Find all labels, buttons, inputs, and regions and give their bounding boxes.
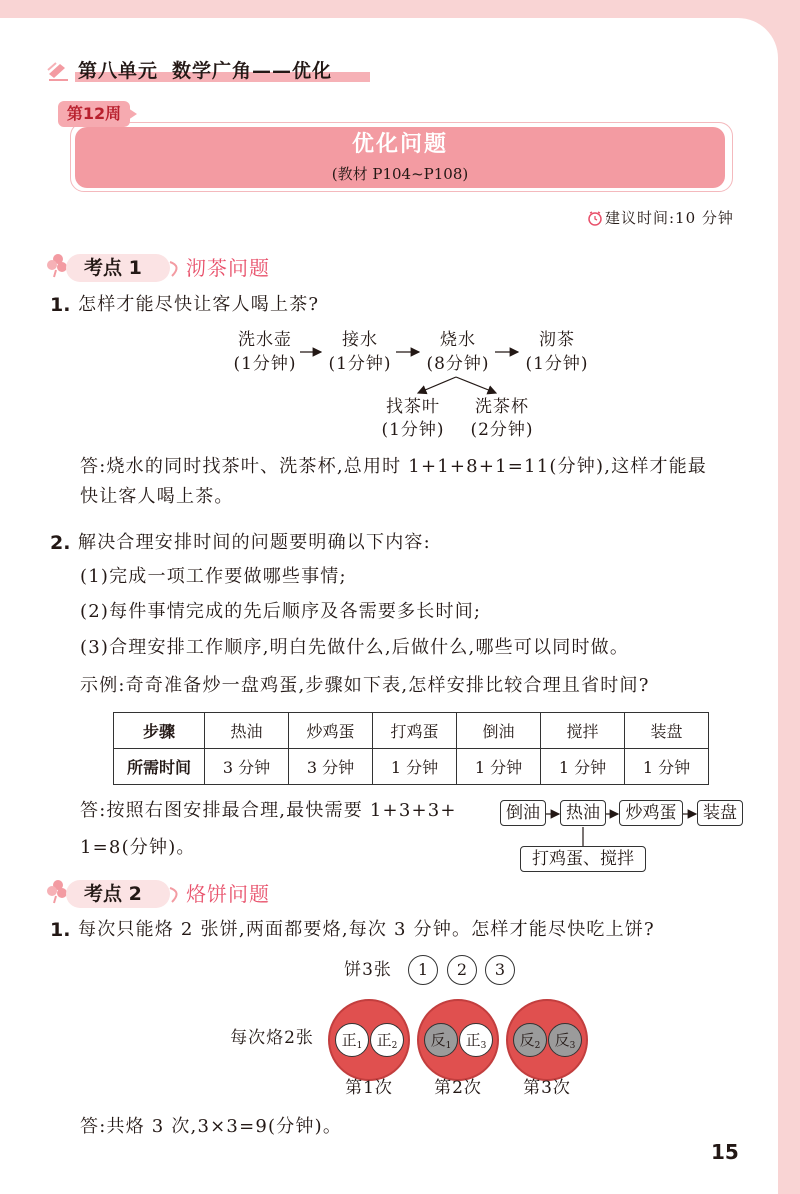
round-label: 第3次 (523, 1078, 571, 1098)
question-2-number: 2. (50, 532, 71, 554)
pancake-answer: 答:共烙 3 次,3×3=9(分钟)。 (80, 1116, 343, 1137)
parallel-step-box: 打鸡蛋、搅拌 (520, 846, 646, 872)
table-cell: 炒鸡蛋 (289, 713, 373, 749)
parallel-step-name: 找茶叶 (386, 397, 440, 417)
cake-side (424, 1023, 458, 1057)
table-cell: 3 分钟 (205, 749, 289, 785)
flow-step-time: (8分钟) (426, 354, 490, 374)
round-label: 第1次 (345, 1078, 393, 1098)
question-1-text: 怎样才能尽快让客人喝上茶? (78, 294, 320, 315)
parallel-step-time: (2分钟) (470, 420, 534, 440)
pan (417, 999, 499, 1081)
section-2-tag: 考点 2 (84, 883, 142, 905)
section-1-tag: 考点 1 (84, 257, 142, 279)
cake-index: 1 (356, 1041, 363, 1051)
table-cell: 1 分钟 (541, 749, 625, 785)
table-cell: 搅拌 (541, 713, 625, 749)
section-1-topic: 沏茶问题 (186, 256, 270, 280)
table-cell: 倒油 (457, 713, 541, 749)
unit-topic: 数学广角——优化 (172, 60, 333, 82)
table-row-header: 所需时间 (114, 749, 205, 785)
cake-side-label: 正 (465, 1031, 481, 1049)
cooking-step-box: 热油 (560, 800, 606, 826)
flow-step-name: 洗水壶 (238, 330, 292, 350)
cake-side (548, 1023, 582, 1057)
branch-arrow (418, 377, 456, 393)
answer-1-line: 快让客人喝上茶。 (80, 486, 234, 507)
question-2-text: 解决合理安排时间的问题要明确以下内容: (78, 532, 431, 553)
round-label: 第2次 (434, 1078, 482, 1098)
cooking-step-box: 装盘 (697, 800, 743, 826)
unit-name: 第八单元 (78, 60, 159, 82)
cake-circle: 3 (485, 955, 515, 985)
cooking-step-box: 炒鸡蛋 (619, 800, 683, 826)
cake-side (370, 1023, 404, 1057)
flow-step-time: (1分钟) (233, 354, 297, 374)
pancake-question-number: 1. (50, 919, 71, 941)
question-1-number: 1. (50, 294, 71, 316)
table-cell: 1 分钟 (373, 749, 457, 785)
swoosh-icon (168, 884, 186, 904)
parallel-step-time: (1分钟) (381, 420, 445, 440)
flow-step-name: 沏茶 (539, 330, 575, 350)
lesson-title: 优化问题 (351, 132, 449, 157)
flow-step-name: 接水 (342, 330, 378, 350)
table-row-header: 步骤 (114, 713, 205, 749)
cake-circle: 1 (408, 955, 438, 985)
table-cell: 热油 (205, 713, 289, 749)
plan-point: (3)合理安排工作顺序,明白先做什么,后做什么,哪些可以同时做。 (80, 637, 630, 658)
pan (328, 999, 410, 1081)
cake-side-label: 反 (554, 1031, 570, 1049)
flow-step-name: 烧水 (440, 330, 476, 350)
suggested-time: 建议时间:10 分钟 (605, 209, 734, 227)
cake-index: 3 (480, 1041, 487, 1051)
page-number: 15 (711, 1140, 739, 1164)
table-cell: 3 分钟 (289, 749, 373, 785)
branch-arrow (456, 377, 496, 393)
flow-step-time: (1分钟) (328, 354, 392, 374)
answer-1-line: 答:烧水的同时找茶叶、洗茶杯,总用时 1+1+8+1=11(分钟),这样才能最 (80, 456, 708, 477)
table-cell: 1 分钟 (457, 749, 541, 785)
cooking-step-box: 倒油 (500, 800, 546, 826)
pan-label: 每次烙2张 (230, 1028, 314, 1048)
cake-side-label: 反 (430, 1031, 446, 1049)
cake-side (513, 1023, 547, 1057)
answer-2-line: 1=8(分钟)。 (80, 837, 196, 858)
pan (506, 999, 588, 1081)
cake-side-label: 正 (376, 1031, 392, 1049)
pancake-question-text: 每次只能烙 2 张饼,两面都要烙,每次 3 分钟。怎样才能尽快吃上饼? (78, 919, 655, 940)
table-cell: 1 分钟 (625, 749, 709, 785)
example-text: 示例:奇奇准备炒一盘鸡蛋,步骤如下表,怎样安排比较合理且省时间? (80, 675, 650, 696)
cake-side-label: 反 (519, 1031, 535, 1049)
flow-step-time: (1分钟) (525, 354, 589, 374)
cake-side-label: 正 (341, 1031, 357, 1049)
section-2-topic: 烙饼问题 (186, 882, 270, 906)
lesson-pages: (教材 P104~P108) (331, 165, 469, 183)
cake-index: 3 (569, 1041, 576, 1051)
table-cell: 装盘 (625, 713, 709, 749)
answer-2-line: 答:按照右图安排最合理,最快需要 1+3+3+ (80, 800, 457, 821)
cake-index: 2 (391, 1041, 398, 1051)
cake-side (335, 1023, 369, 1057)
cake-index: 2 (534, 1041, 541, 1051)
plan-point: (1)完成一项工作要做哪些事情; (80, 566, 347, 587)
table-cell: 打鸡蛋 (373, 713, 457, 749)
cake-index: 1 (445, 1041, 452, 1051)
plan-point: (2)每件事情完成的先后顺序及各需要多长时间; (80, 601, 482, 622)
cake-side (459, 1023, 493, 1057)
parallel-step-name: 洗茶杯 (475, 397, 529, 417)
cake-circle: 2 (447, 955, 477, 985)
cakes-label: 饼3张 (344, 960, 392, 980)
week-tag: 第12周 (58, 101, 130, 127)
